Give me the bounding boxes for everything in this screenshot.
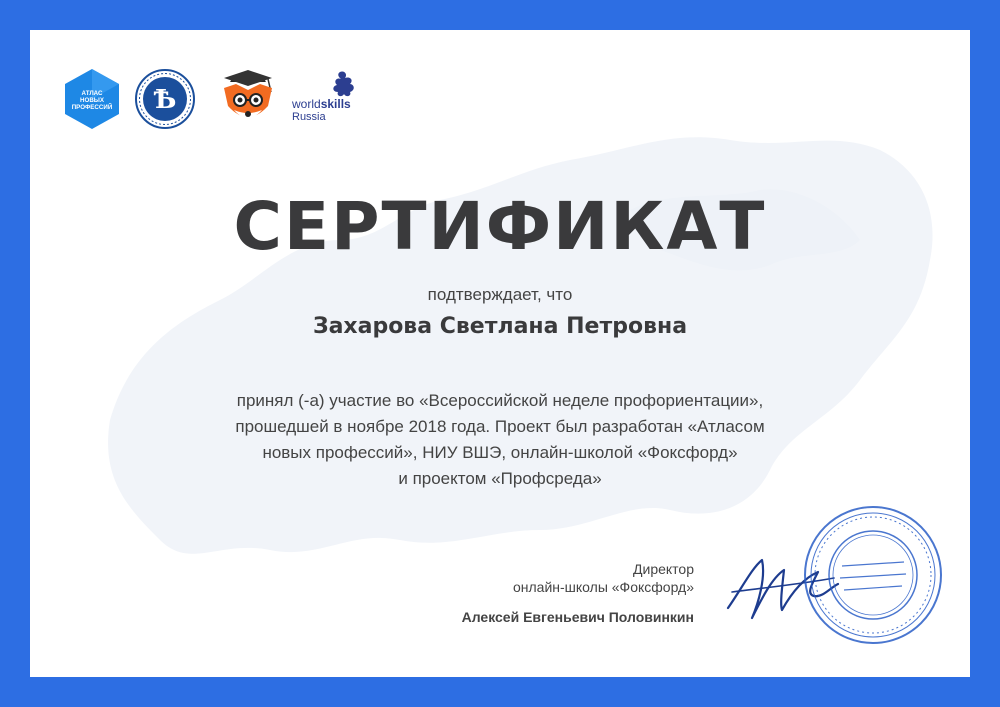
worldskills-word-russia: Russia xyxy=(292,111,326,123)
certificate-body xyxy=(180,388,820,492)
body-line-2: прошедшей в ноябре 2018 года. Проект был разработан «Атласом xyxy=(235,417,765,436)
signatory-name: Алексей Евгеньевич Половинкин xyxy=(461,609,694,625)
official-stamp xyxy=(802,504,944,646)
worldskills-word-skills: skills xyxy=(320,97,351,111)
signatory-position-line1: Директор xyxy=(633,561,694,577)
body-line-4: и проектом «Профсреда» xyxy=(398,469,602,488)
body-line-3: новых профессий», НИУ ВШЭ, онлайн-школой «Фоксфорд» xyxy=(262,443,738,462)
worldskills-logo xyxy=(292,68,372,124)
foxford-fox-logo xyxy=(216,66,280,130)
atlas-logo-line3: ПРОФЕССИЙ xyxy=(71,104,113,111)
svg-text:worldskills xyxy=(292,97,351,111)
hse-logo-letter: Ѣ xyxy=(153,85,177,115)
worldskills-word-world: world xyxy=(292,97,321,111)
signatory-position-line2: онлайн-школы «Фоксфорд» xyxy=(512,579,694,595)
certificate-title: СЕРТИФИКАТ xyxy=(233,188,767,265)
atlas-logo-line2: НОВЫХ xyxy=(80,97,104,104)
atlas-logo xyxy=(64,68,120,130)
recipient-name: Захарова Светлана Петровна xyxy=(312,314,688,339)
certificate-sheet xyxy=(30,30,970,677)
hse-logo xyxy=(134,68,196,130)
signatory-position xyxy=(513,560,694,596)
atlas-logo-line1: АТЛАС xyxy=(81,90,103,97)
body-line-1: принял (-а) участие во «Всероссийской неделе профориентации», xyxy=(236,391,764,410)
confirms-text: подтверждает, что xyxy=(427,285,573,304)
